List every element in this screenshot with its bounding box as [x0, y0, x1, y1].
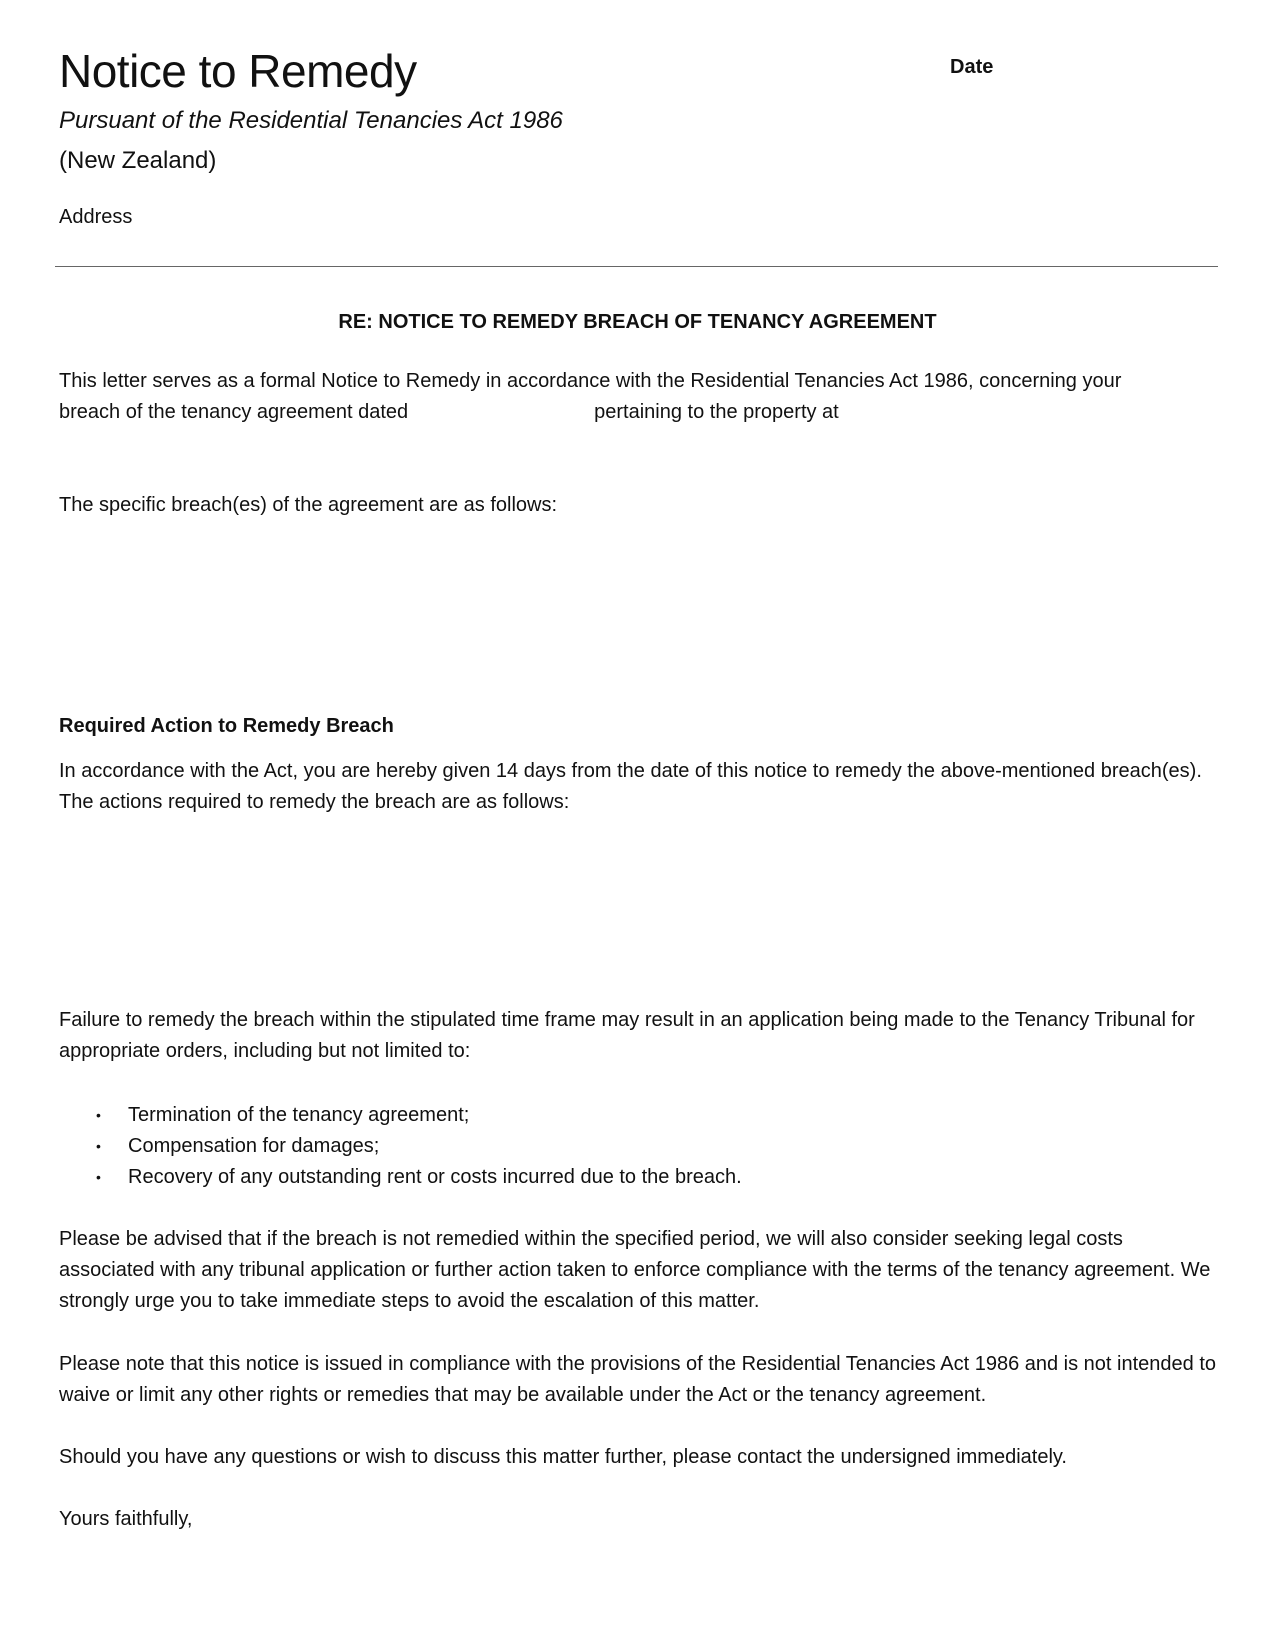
intro-line-2	[59, 397, 1224, 428]
address-label: Address	[59, 206, 133, 228]
list-item	[59, 1131, 742, 1162]
list-item	[59, 1162, 742, 1193]
order-text: Termination of the tenancy agreement;	[128, 1104, 470, 1126]
property-text: pertaining to the property at	[594, 401, 839, 423]
header-divider	[55, 266, 1218, 267]
bullet-icon: •	[96, 1107, 101, 1123]
order-text: Recovery of any outstanding rent or costs incurred due to the breach.	[128, 1166, 742, 1188]
intro-line-1: This letter serves as a formal Notice to Remedy in accordance with the Residential Tenancies Act 1986, concerning your	[59, 370, 1122, 392]
closing-salutation: Yours faithfully,	[59, 1508, 193, 1530]
orders-list	[59, 1100, 742, 1193]
country-label: (New Zealand)	[59, 147, 217, 174]
intro-paragraph	[59, 366, 1224, 428]
required-action-paragraph: In accordance with the Act, you are hereby given 14 days from the date of this notice to remedy the above-mentioned breach(es). The actions required to remedy the breach are as follows:	[59, 760, 1202, 813]
agreement-dated-text: breach of the tenancy agreement dated	[59, 401, 409, 423]
failure-paragraph: Failure to remedy the breach within the stipulated time frame may result in an application being made to the Tenancy Tribunal for appropriate orders, including but not limited to:	[59, 1009, 1195, 1062]
note-paragraph: Please note that this notice is issued in compliance with the provisions of the Residential Tenancies Act 1986 and is not intended to waive or limit any other rights or remedies that may be available under the Act or the tenancy agreement.	[59, 1353, 1217, 1406]
date-label: Date	[950, 56, 994, 78]
notice-heading: RE: NOTICE TO REMEDY BREACH OF TENANCY AGREEMENT	[338, 311, 937, 333]
advised-paragraph: Please be advised that if the breach is not remedied within the specified period, we will also consider seeking legal costs associated with any tribunal application or further action taken to enforce compliance with the terms of the tenancy agreement. We strongly urge you to take immediate steps to avoid the escalation of this matter.	[59, 1228, 1211, 1312]
contact-paragraph: Should you have any questions or wish to discuss this matter further, please contact the undersigned immediately.	[59, 1446, 1067, 1468]
bullet-icon: •	[96, 1138, 101, 1154]
document-title: Notice to Remedy	[59, 45, 417, 97]
bullet-icon: •	[96, 1169, 101, 1185]
breaches-intro: The specific breach(es) of the agreement are as follows:	[59, 494, 558, 516]
document-subtitle: Pursuant of the Residential Tenancies Act 1986	[59, 107, 563, 134]
required-action-heading: Required Action to Remedy Breach	[59, 715, 394, 737]
list-item	[59, 1100, 742, 1131]
order-text: Compensation for damages;	[128, 1135, 380, 1157]
